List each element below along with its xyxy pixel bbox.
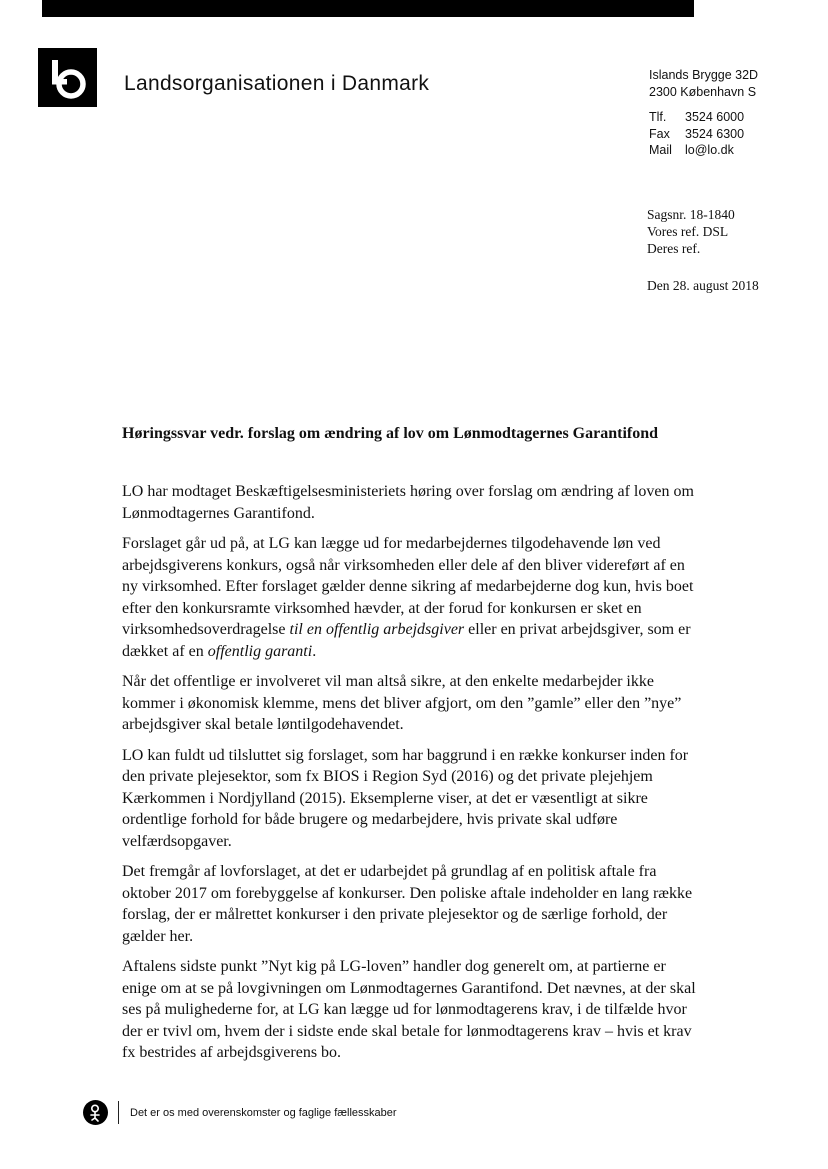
- mail-value: lo@lo.dk: [685, 143, 734, 157]
- body-paragraph: [122, 861, 702, 947]
- paragraph-text: Forslaget går ud på, at LG kan lægge ud for medarbejdernes tilgodehavende løn ved arbejdsgiverens konkurs, også når virksomheden eller dele af den bliver videreført af en ny virksomhed. Efter forslaget gælder denne sikring af medarbejderne dog kun, hvis boet efter den konkursramte virksomhed hævder, at der forud for konkursen er sket en virksomhedsoverdragelse: [122, 535, 694, 638]
- fax-row: [649, 126, 758, 143]
- body-paragraph: [122, 956, 702, 1064]
- letter-date: Den 28. august 2018: [647, 278, 759, 293]
- organization-name: Landsorganisationen i Danmark: [124, 72, 430, 95]
- address-line: Islands Brygge 32D: [649, 68, 759, 82]
- subject-heading: Høringssvar vedr. forslag om ændring af lov om Lønmodtagernes Garantifond: [122, 425, 659, 442]
- footer-divider: [118, 1101, 119, 1124]
- lo-logo-icon: [38, 48, 97, 107]
- our-reference: Vores ref. DSL: [647, 224, 729, 239]
- paragraph-text: Når det offentlige er involveret vil man altså sikre, at den enkelte medarbejder ikke kommer i økonomisk klemme, mens det bliver afgjort, om den ”gamle” eller den ”nye” arbejdsgiver skal betale løntilgodehavendet.: [122, 673, 682, 733]
- mail-row: [649, 142, 758, 159]
- paragraph-text: Aftalens sidste punkt ”Nyt kig på LG-loven” handler dog generelt om, at partierne er enige om at se på lovgivningen om Lønmodtagernes Garantifond. Det nævnes, at der skal ses på mulighederne for, at LG kan lægge ud for lønmodtagerens krav, i de tilfælde hvor der er tvivl om, hvem der i sidste ende skal betale for lønmodtagerens krav – hvis et krav fx bestrides af arbejdsgiverens bo.: [122, 958, 696, 1061]
- mail-label: Mail: [649, 143, 672, 157]
- contact-block: [649, 67, 758, 159]
- phone-row: [649, 109, 758, 126]
- footer: [83, 1100, 397, 1125]
- phone-value: 3524 6000: [685, 110, 745, 124]
- letter-body: [122, 481, 702, 1073]
- paragraph-text: Det fremgår af lovforslaget, at det er udarbejdet på grundlag af en politisk aftale fra oktober 2017 om forebyggelse af konkurser. Den poliske aftale indeholder en lang række forslag, der er målrettet konkurser i den private plejesektor og de særlige forhold, der gælder her.: [122, 863, 693, 945]
- fax-label: Fax: [649, 126, 670, 141]
- footer-tagline: Det er os med overenskomster og faglige fællesskaber: [130, 1106, 397, 1119]
- body-paragraph: [122, 745, 702, 853]
- emphasized-text: til en offentlig arbejdsgiver: [289, 621, 465, 638]
- case-number: Sagsnr. 18-1840: [647, 207, 735, 222]
- phone-label: Tlf.: [649, 110, 667, 124]
- fax-value: 3524 6300: [685, 126, 745, 141]
- top-black-bar: [42, 0, 694, 17]
- paragraph-text: eller en privat arbejdsgiver, som er dækket af en: [122, 621, 691, 660]
- address-line: 2300 København S: [649, 84, 757, 99]
- body-paragraph: [122, 671, 702, 736]
- reference-block: [647, 206, 735, 257]
- body-paragraph: [122, 533, 702, 662]
- paragraph-text: LO har modtaget Beskæftigelsesministeriets høring over forslag om ændring af loven om Lønmodtagernes Garantifond.: [122, 483, 694, 522]
- paragraph-text: LO kan fuldt ud tilsluttet sig forslaget, som har baggrund i en række konkurser inden for den private plejesektor, som fx BIOS i Region Syd (2016) og det private plejehjem Kærkommen i Nordjylland (2015). Eksemplerne viser, at det er væsentligt at sikre ordentlige forhold for både brugere og medarbejdere, hvis private skal udføre velfærdsopgaver.: [122, 746, 689, 850]
- paragraph-text: .: [312, 642, 317, 660]
- lo-emblem-icon: [83, 1100, 108, 1125]
- emphasized-text: offentlig garanti: [207, 642, 313, 660]
- body-paragraph: [122, 481, 702, 524]
- your-reference: Deres ref.: [647, 241, 701, 256]
